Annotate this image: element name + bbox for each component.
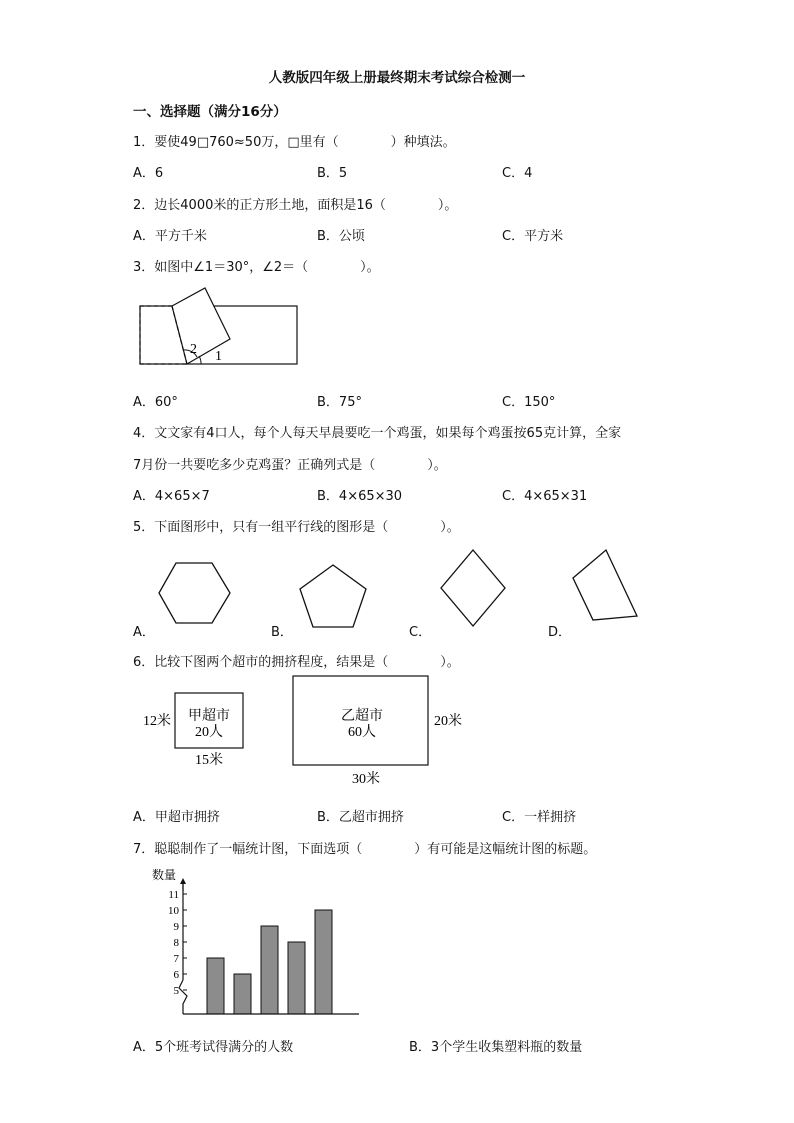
jia-people: 20人 (195, 725, 223, 740)
chart-y-label: 数量 (152, 868, 177, 882)
chart-axis-break (179, 980, 187, 1014)
chart-bar (315, 910, 332, 1014)
question-2: 2．边长4000米的正方形土地，面积是16（ ）。 (133, 198, 458, 213)
q3-option-c[interactable]: C．150° (502, 395, 556, 410)
q7-bar-chart (145, 862, 370, 1022)
q5-option-a[interactable]: A． (133, 625, 155, 640)
y-tick-label: 6 (173, 969, 179, 981)
yi-width-label: 30米 (352, 772, 380, 787)
q1-option-b[interactable]: B．5 (317, 166, 348, 181)
chart-bar (261, 926, 278, 1014)
pentagon-shape (300, 565, 366, 627)
y-tick-label: 11 (168, 889, 179, 901)
q4-option-b[interactable]: B．4×65×30 (317, 489, 403, 504)
page-title: 人教版四年级上册最终期末考试综合检测一 (268, 70, 526, 86)
question-4-line-1: 4．文文家有4口人，每个人每天早晨要吃一个鸡蛋，如果每个鸡蛋按65克计算，全家 (133, 426, 622, 441)
question-3: 3．如图中∠1＝30°，∠2＝（ ）。 (133, 260, 380, 275)
angle-2-label: 2 (190, 342, 197, 357)
q3-option-b[interactable]: B．75° (317, 395, 362, 410)
chart-bar (207, 958, 224, 1014)
y-tick-label: 5 (173, 985, 179, 997)
q6-option-c[interactable]: C．一样拥挤 (502, 810, 577, 825)
q3-angle-figure (135, 284, 305, 374)
chart-bar (234, 974, 251, 1014)
section-heading: 一、选择题（满分16分） (133, 104, 287, 120)
hexagon-shape (159, 563, 230, 623)
q1-option-c[interactable]: C．4 (502, 166, 533, 181)
yi-height-label: 20米 (434, 714, 462, 729)
q2-option-c[interactable]: C．平方米 (502, 229, 564, 244)
q6-supermarket-figure (135, 672, 475, 792)
rhombus-shape (441, 550, 505, 626)
question-4-line-2: 7月份一共要吃多少克鸡蛋？正确列式是（ ）。 (133, 458, 447, 473)
trapezoid-shape (573, 550, 637, 620)
jia-height-label: 12米 (143, 714, 171, 729)
q2-option-a[interactable]: A．平方千米 (133, 229, 207, 244)
yi-name: 乙超市 (341, 709, 383, 724)
y-tick-label: 7 (173, 953, 179, 965)
chart-y-axis-arrow (180, 878, 186, 884)
q6-option-a[interactable]: A．甲超市拥挤 (133, 810, 220, 825)
yi-people: 60人 (348, 725, 376, 740)
question-7: 7．聪聪制作了一幅统计图，下面选项（ ）有可能是这幅统计图的标题。 (133, 842, 597, 857)
q3-option-a[interactable]: A．60° (133, 395, 178, 410)
y-tick-label: 9 (173, 921, 179, 933)
angle-1-label: 1 (215, 349, 222, 364)
q4-option-a[interactable]: A．4×65×7 (133, 489, 210, 504)
q5-option-d[interactable]: D． (548, 625, 572, 640)
q5-option-c[interactable]: C． (409, 625, 432, 640)
q4-option-c[interactable]: C．4×65×31 (502, 489, 588, 504)
q2-option-b[interactable]: B．公顷 (317, 229, 365, 244)
q5-shapes (150, 545, 650, 635)
angle-1-arc (199, 356, 201, 364)
question-1: 1．要使49□760≈50万，□里有（ ）种填法。 (133, 135, 456, 150)
q5-option-b[interactable]: B． (271, 625, 293, 640)
y-tick-label: 8 (173, 937, 179, 949)
question-6: 6．比较下图两个超市的拥挤程度，结果是（ ）。 (133, 655, 460, 670)
question-5: 5．下面图形中，只有一组平行线的图形是（ ）。 (133, 520, 460, 535)
jia-width-label: 15米 (195, 753, 223, 768)
q7-option-a[interactable]: A．5个班考试得满分的人数 (133, 1040, 294, 1055)
y-tick-label: 10 (168, 905, 179, 917)
q1-option-a[interactable]: A．6 (133, 166, 164, 181)
jia-name: 甲超市 (188, 709, 230, 724)
q6-option-b[interactable]: B．乙超市拥挤 (317, 810, 404, 825)
chart-bar (288, 942, 305, 1014)
q7-option-b[interactable]: B．3个学生收集塑料瓶的数量 (409, 1040, 583, 1055)
